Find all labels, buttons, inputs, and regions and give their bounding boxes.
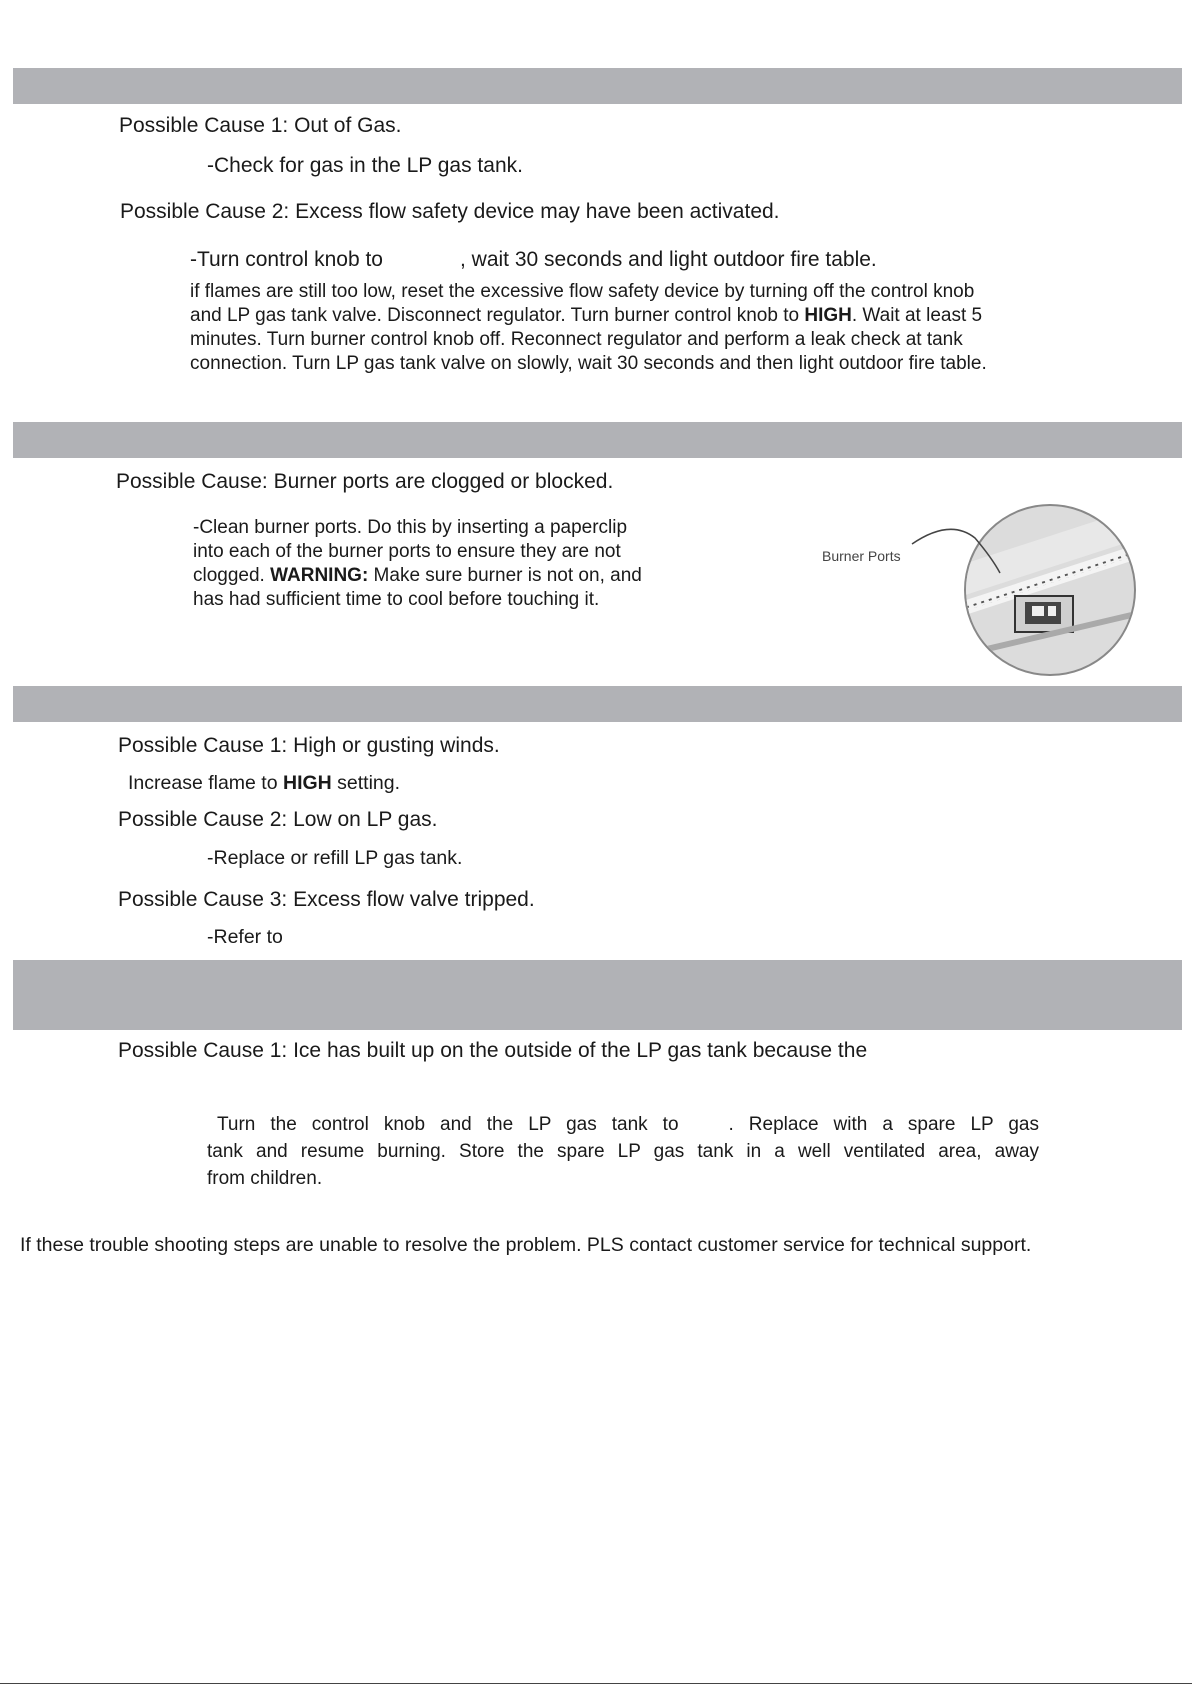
action-text: -Turn control knob to (190, 248, 383, 271)
cause-label: Possible Cause 1: Ice has built up on the outside of the LP gas tank because the (118, 1039, 868, 1062)
section-header-bar (13, 68, 1182, 104)
ice-instructions: Turn the control knob and the LP gas tank to . Replace with a spare LP gas tank and resume burning. Store the spare LP gas tank in a well ventilated area, away from children. (207, 1114, 1039, 1189)
figure-label: Burner Ports (822, 548, 901, 564)
cause-label: Possible Cause: Burner ports are clogged or blocked. (116, 470, 614, 493)
action-text: -Refer to (207, 926, 283, 948)
cause-label: Possible Cause 1: High or gusting winds. (118, 734, 500, 757)
footer-rule (0, 1683, 1192, 1684)
section-header-bar (13, 686, 1182, 722)
cause-label: Possible Cause 1: Out of Gas. (119, 114, 402, 137)
cause-label: Possible Cause 2: Low on LP gas. (118, 808, 438, 831)
support-note: If these trouble shooting steps are unable to resolve the problem. PLS contact customer service for technical support. (20, 1234, 1032, 1256)
action-text: -Replace or refill LP gas tank. (207, 847, 463, 869)
section-header-bar (13, 960, 1182, 1030)
cleaning-instructions: -Clean burner ports. Do this by inserting a paperclip into each of the burner ports to ensure they are not clogged. WARNING: Make sure burner is not on, and has had sufficient time to cool before touching it. (193, 517, 642, 610)
action-text: , wait 30 seconds and light outdoor fire table. (460, 248, 877, 271)
action-text: -Check for gas in the LP gas tank. (207, 154, 523, 177)
action-text: Increase flame to HIGH setting. (128, 772, 401, 794)
cause-label: Possible Cause 3: Excess flow valve tripped. (118, 888, 535, 911)
reset-instructions: if flames are still too low, reset the excessive flow safety device by turning off the control knob and LP gas tank valve. Disconnect regulator. Turn burner control knob to HIGH. Wait at least 5 minutes. Turn burner control knob off. Reconnect regulator and perform a leak check at tank connection. Turn LP gas tank valve on slowly, wait 30 seconds and then light outdoor fire table. (190, 281, 987, 374)
section-header-bar (13, 422, 1182, 458)
cause-label: Possible Cause 2: Excess flow safety device may have been activated. (120, 200, 780, 223)
burner-ports-figure (800, 478, 1160, 678)
